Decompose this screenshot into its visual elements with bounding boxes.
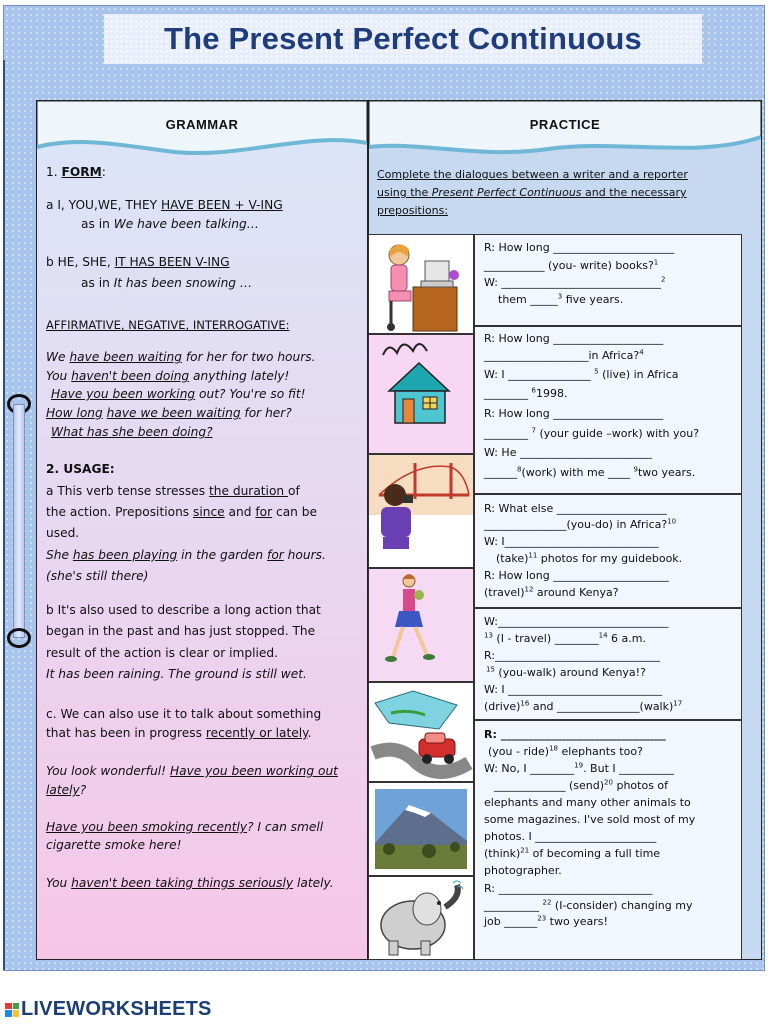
form-heading: 1. FORM: xyxy=(46,165,106,179)
example-question-1: Have you been working out? You're so fit! xyxy=(51,387,306,401)
usage-c-example1-line2: lately? xyxy=(46,783,87,797)
usage-heading: 2. USAGE: xyxy=(46,462,115,476)
house-icon xyxy=(369,335,474,454)
binder-ring-bottom xyxy=(7,628,31,648)
d4-line5: W: I ____________________________ xyxy=(484,683,663,696)
brand-name: LIVEWORKSHEETS xyxy=(21,998,212,1020)
d5-line11: __________ $^{22}$ (I-consider) changing my xyxy=(484,898,693,912)
picture-walker xyxy=(368,568,474,682)
d5-line12: job ______$^{23}$ two years! xyxy=(484,914,608,928)
title-banner xyxy=(104,14,702,64)
d2-line2: ___________________in Africa?$^4$ xyxy=(484,348,644,362)
d2-line1: R: How long ____________________ xyxy=(484,332,664,345)
sheet-border-line xyxy=(3,60,5,970)
usage-c-example2-line1: Have you been smoking recently? I can smell xyxy=(46,820,324,834)
example-affirmative: We have been waiting for her for two hours. xyxy=(46,350,316,364)
d3-line2: _______________(you-do) in Africa?$^{10}$ xyxy=(484,517,677,531)
picture-house xyxy=(368,334,474,454)
elephant-icon xyxy=(369,877,474,960)
d1-line3: W: _____________________________$^2$ xyxy=(484,275,666,289)
walking-woman-icon xyxy=(369,569,474,682)
car-map-icon xyxy=(369,683,474,782)
d1-line4: them _____$^3$ five years. xyxy=(498,292,624,306)
picture-driving xyxy=(368,682,474,782)
d4-line3: R:______________________________ xyxy=(484,649,661,662)
picture-photographer xyxy=(368,454,474,568)
d4-line1: W:_______________________________ xyxy=(484,615,669,628)
d3-line6: (travel)$^{12}$ around Kenya? xyxy=(484,585,619,599)
photographer-bridge-icon xyxy=(369,455,474,568)
usage-b-line2: began in the past and has just stopped. The xyxy=(46,624,316,638)
d5-line6: some magazines. I've sold most of my xyxy=(484,813,696,826)
logo-squares-icon xyxy=(5,1003,19,1017)
mountain-landscape-icon xyxy=(369,783,474,876)
practice-heading: PRACTICE xyxy=(529,117,601,132)
grammar-heading: GRAMMAR xyxy=(165,117,239,132)
d5-line9: photographer. xyxy=(484,864,562,877)
writer-at-desk-icon xyxy=(369,235,474,334)
usage-a-line2: the action. Prepositions since and for can be xyxy=(46,505,318,519)
usage-c-example3: You haven't been taking things seriously lately. xyxy=(46,876,334,890)
liveworksheets-logo[interactable] xyxy=(5,998,212,1021)
rule-b-example: as in It has been snowing … xyxy=(81,276,253,290)
d5-line3: W: No, I ________$^{19}$. But I __________ xyxy=(484,761,675,775)
picture-writer xyxy=(368,234,474,334)
d2-line3: W: I _______________ $^5$ (live) in Africa xyxy=(484,367,679,381)
usage-b-line1: b It's also used to describe a long action that xyxy=(46,603,321,617)
d2-line7: W: He ________________________ xyxy=(484,446,652,459)
rule-a: a I, YOU,WE, THEY HAVE BEEN + V-ING xyxy=(46,198,283,212)
usage-c-example2-line2: cigarette smoke here! xyxy=(46,838,182,852)
binder-bar xyxy=(13,404,25,638)
d5-line10: R: ____________________________ xyxy=(484,882,653,895)
d5-line5: elephants and many other animals to xyxy=(484,796,691,809)
picture-kilimanjaro xyxy=(368,782,474,876)
d3-line4: (take)$^{11}$ photos for my guidebook. xyxy=(496,551,683,565)
example-question-3: What has she been doing? xyxy=(51,425,213,439)
d3-line5: R: How long _____________________ xyxy=(484,569,669,582)
picture-elephant xyxy=(368,876,474,960)
d5-line2: (you - ride)$^{18}$ elephants too? xyxy=(488,744,643,758)
d3-line1: R: What else ____________________ xyxy=(484,502,667,515)
d2-line4: ________ $^6$1998. xyxy=(484,386,568,400)
d2-line5: R: How long ____________________ xyxy=(484,407,664,420)
d5-line7: photos. I ______________________ xyxy=(484,830,657,843)
d4-line4: $^{15}$ (you-walk) around Kenya!? xyxy=(486,665,646,679)
usage-b-line3: result of the action is clear or implied. xyxy=(46,646,279,660)
d5-line8: (think)$^{21}$ of becoming a full time xyxy=(484,846,661,860)
usage-c-line1: c. We can also use it to talk about something xyxy=(46,707,322,721)
usage-b-example: It has been raining. The ground is still wet. xyxy=(46,667,307,681)
d3-line3: W: I____________________________ xyxy=(484,535,659,548)
usage-a-note: (she's still there) xyxy=(46,569,149,583)
d1-line2: ___________ (you- write) books?$^1$ xyxy=(484,258,659,272)
usage-c-example1-line1: You look wonderful! Have you been working out xyxy=(46,764,338,778)
d5-line4: _____________ (send)$^{20}$ photos of xyxy=(494,778,669,792)
usage-c-line2: that has been in progress recently or lately. xyxy=(46,726,312,740)
practice-instructions: Complete the dialogues between a writer and a reporter using the Present Perfect Continuous and the necessary prepositions: xyxy=(377,168,688,217)
page-title: The Present Perfect Continuous xyxy=(164,21,642,56)
usage-a-line1: a This verb tense stresses the duration of xyxy=(46,484,300,498)
usage-a-line3: used. xyxy=(46,526,80,540)
sentence-types-heading: AFFIRMATIVE, NEGATIVE, INTERROGATIVE: xyxy=(46,318,290,332)
rule-a-example: as in We have been talking… xyxy=(81,217,259,231)
d2-line8: ______$^8$(work) with me ____ $^9$two years. xyxy=(484,465,696,479)
d4-line6: (drive)$^{16}$ and _______________(walk)$^{17}$ xyxy=(484,699,683,713)
rule-b: b HE, SHE, IT HAS BEEN V-ING xyxy=(46,255,230,269)
example-negative: You haven't been doing anything lately! xyxy=(46,369,290,383)
d4-line2: $^{13}$ (I - travel) ________$^{14}$ 6 a.m. xyxy=(484,631,646,645)
d1-line1: R: How long ______________________ xyxy=(484,241,675,254)
d5-line1: R: ______________________________ xyxy=(484,728,666,741)
usage-a-example: She has been playing in the garden for hours. xyxy=(46,548,326,562)
example-question-2: How long have we been waiting for her? xyxy=(46,406,292,420)
d2-line6: ________ $^7$ (your guide –work) with you? xyxy=(484,426,700,440)
